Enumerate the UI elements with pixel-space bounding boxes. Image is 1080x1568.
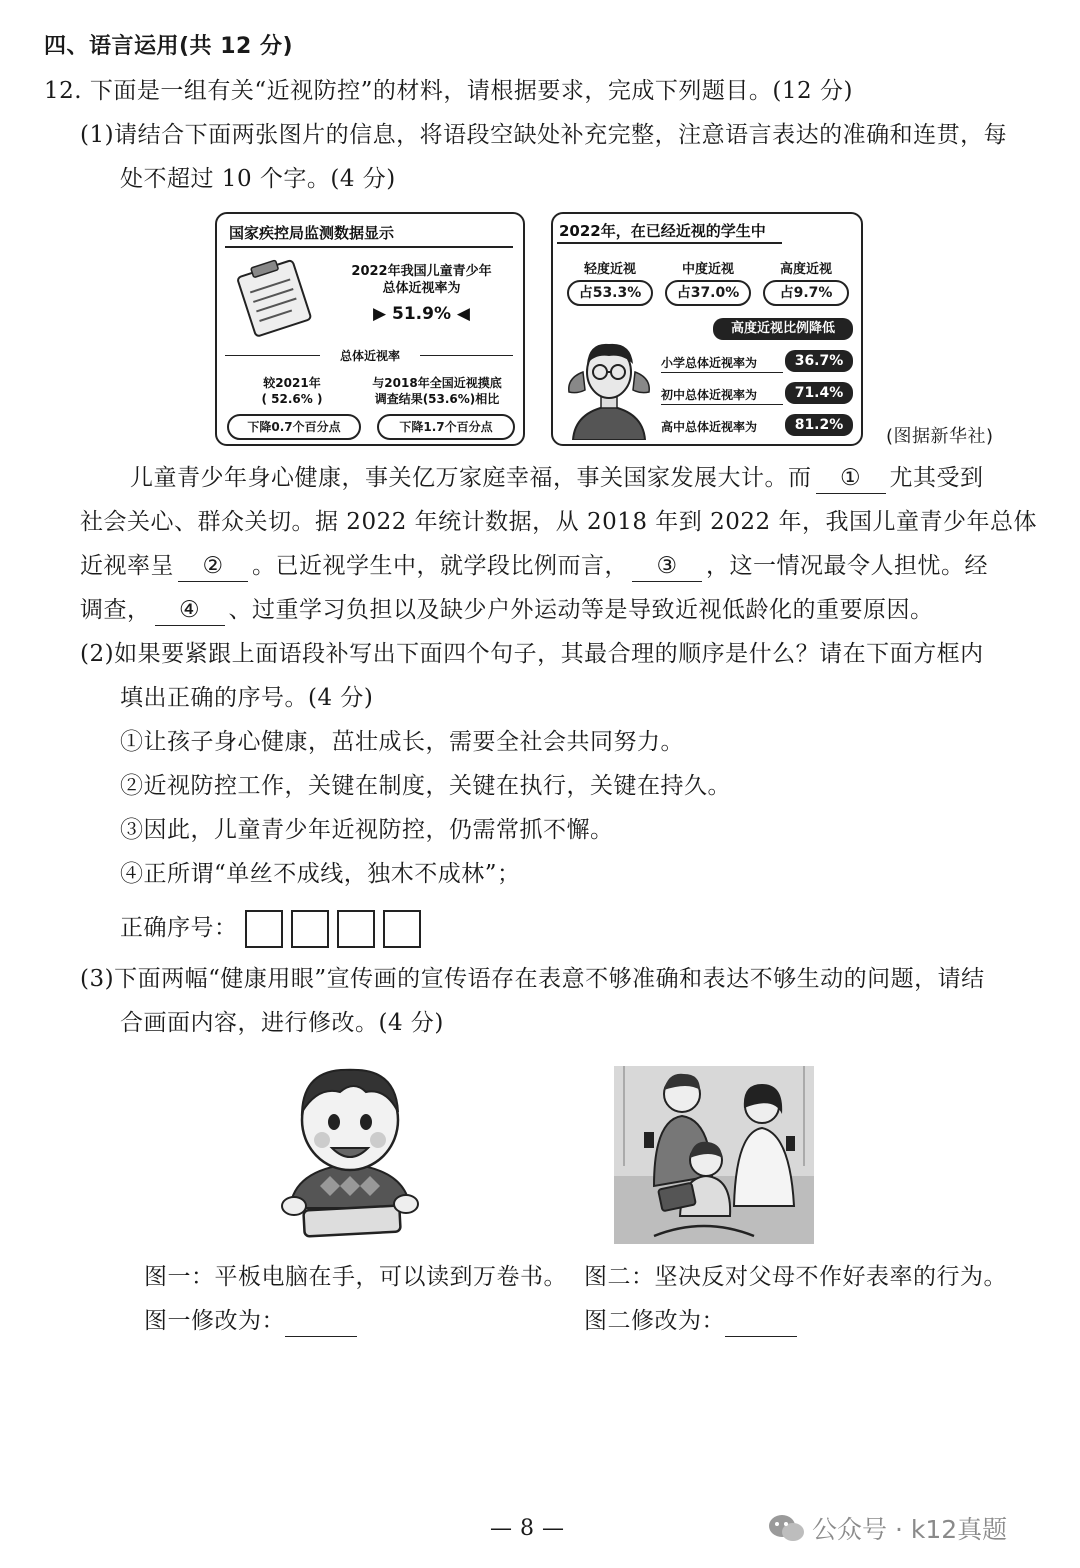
divider-label: 总体近视率 (320, 347, 420, 364)
drop-vs-2018: 下降1.7个百分点 (377, 414, 515, 440)
figure1-answer-blank[interactable] (285, 1306, 357, 1337)
figure2-caption: 图二：坚决反对父母不作好表率的行为。 (584, 1264, 1007, 1290)
overall-rate: ▶ 51.9% ◀ (373, 304, 470, 324)
part1-instruction: (1)请结合下面两张图片的信息，将语段空缺处补充完整，注意语言表达的准确和连贯，每 (80, 122, 1008, 148)
primary-label: 小学总体近视率为 (661, 356, 758, 370)
source-note: (图据新华社) (886, 426, 994, 447)
order-box-1[interactable] (245, 910, 283, 948)
moderate-share: 占37.0% (665, 280, 751, 306)
figure1-caption: 图一：平板电脑在手，可以读到万卷书。 (144, 1264, 567, 1290)
infographic-right-title: 2022年，在已经近视的学生中 (559, 222, 766, 240)
part2-instruction-cont: 填出正确的序号。(4 分) (120, 685, 374, 711)
person-glasses-icon (563, 332, 655, 440)
passage-text: 、过重学习负担以及缺少户外运动等是导致近视低龄化的重要原因。 (228, 597, 934, 623)
passage-text: ，这一情况最令人担忧。经 (706, 553, 988, 579)
figure2-revise-label: 图二修改为： (584, 1308, 725, 1334)
moderate-label: 中度近视 (681, 262, 734, 277)
passage-text: 儿童青少年身心健康，事关亿万家庭幸福，事关国家发展大计。而 (130, 465, 812, 491)
passage-text: 调查， (80, 597, 151, 623)
order-box-3[interactable] (337, 910, 375, 948)
order-answer-row (120, 910, 429, 948)
high-share: 占9.7% (763, 280, 849, 306)
junior-label: 初中总体近视率为 (661, 388, 758, 402)
figure1-revise-label: 图一修改为： (144, 1308, 285, 1334)
figure1-revise-row (144, 1306, 357, 1337)
blank-4[interactable]: ④ (155, 595, 225, 626)
order-label: 正确序号： (120, 915, 238, 941)
question-stem: 12. 下面是一组有关“近视防控”的材料，请根据要求，完成下列题目。(12 分) (44, 78, 853, 104)
compare-2021-line2: ( 52.6% ) (261, 392, 323, 406)
infographic-left-title: 国家疾控局监测数据显示 (229, 224, 395, 242)
sentence-2: ②近视防控工作，关键在制度，关键在执行，关键在持久。 (120, 773, 731, 799)
passage-line4 (80, 595, 934, 626)
boy-tablet-illustration (270, 1058, 430, 1244)
passage-text: 尤其受到 (889, 465, 984, 491)
page-number: — 8 — (490, 1516, 565, 1541)
part1-instruction-cont: 处不超过 10 个字。(4 分) (120, 166, 396, 192)
blank-2[interactable]: ② (178, 551, 248, 582)
wechat-icon (766, 1511, 806, 1545)
compare-2018-line1: 与2018年全国近视摸底 (372, 376, 502, 390)
order-box-2[interactable] (291, 910, 329, 948)
senior-rate: 81.2% (785, 414, 853, 436)
sentence-4: ④正所谓“单丝不成线，独木不成林”； (120, 861, 521, 887)
sentence-1: ①让孩子身心健康，茁壮成长，需要全社会共同努力。 (120, 729, 684, 755)
part3-instruction: (3)下面两幅“健康用眼”宣传画的宣传语存在表意不够准确和表达不够生动的问题，请结 (80, 966, 985, 992)
clipboard-icon (227, 258, 322, 338)
mild-label: 轻度近视 (583, 262, 636, 277)
passage-line1 (130, 463, 984, 494)
infographic-cdc-data (215, 212, 525, 446)
blank-3[interactable]: ③ (632, 551, 702, 582)
passage-text: 。已近视学生中，就学段比例而言， (252, 553, 628, 579)
drop-vs-2021: 下降0.7个百分点 (227, 414, 361, 440)
figure2-answer-blank[interactable] (725, 1306, 797, 1337)
primary-rate: 36.7% (785, 350, 853, 372)
junior-rate: 71.4% (785, 382, 853, 404)
infographic-myopia-breakdown (551, 212, 863, 446)
senior-label: 高中总体近视率为 (661, 420, 758, 434)
compare-2021-line1: 较2021年 (263, 376, 321, 390)
passage-line2: 社会关心、群众关切。据 2022 年统计数据，从 2018 年到 2022 年，我国儿童青少年总体 (80, 509, 1037, 535)
mild-share: 占53.3% (567, 280, 653, 306)
blank-1[interactable]: ① (816, 463, 886, 494)
part3-instruction-cont: 合画面内容，进行修改。(4 分) (120, 1010, 444, 1036)
high-myopia-banner: 高度近视比例降低 (713, 318, 853, 340)
passage-line3 (80, 551, 988, 582)
section-heading: 四、语言运用(共 12 分) (44, 34, 294, 59)
watermark-text: 公众号 · k12真题 (812, 1515, 1008, 1544)
passage-text: 近视率呈 (80, 553, 174, 579)
family-phones-illustration (614, 1066, 814, 1244)
headline-line1: 2022年我国儿童青少年 (351, 264, 492, 279)
watermark (766, 1508, 1007, 1548)
order-box-4[interactable] (383, 910, 421, 948)
part2-instruction: (2)如果要紧跟上面语段补写出下面四个句子，其最合理的顺序是什么？请在下面方框内 (80, 641, 984, 667)
high-label: 高度近视 (779, 262, 832, 277)
compare-2018-line2: 调查结果(53.6%)相比 (374, 392, 500, 406)
sentence-3: ③因此，儿童青少年近视防控，仍需常抓不懈。 (120, 817, 614, 843)
headline-line2: 总体近视率为 (382, 281, 461, 296)
figure2-revise-row (584, 1306, 797, 1337)
